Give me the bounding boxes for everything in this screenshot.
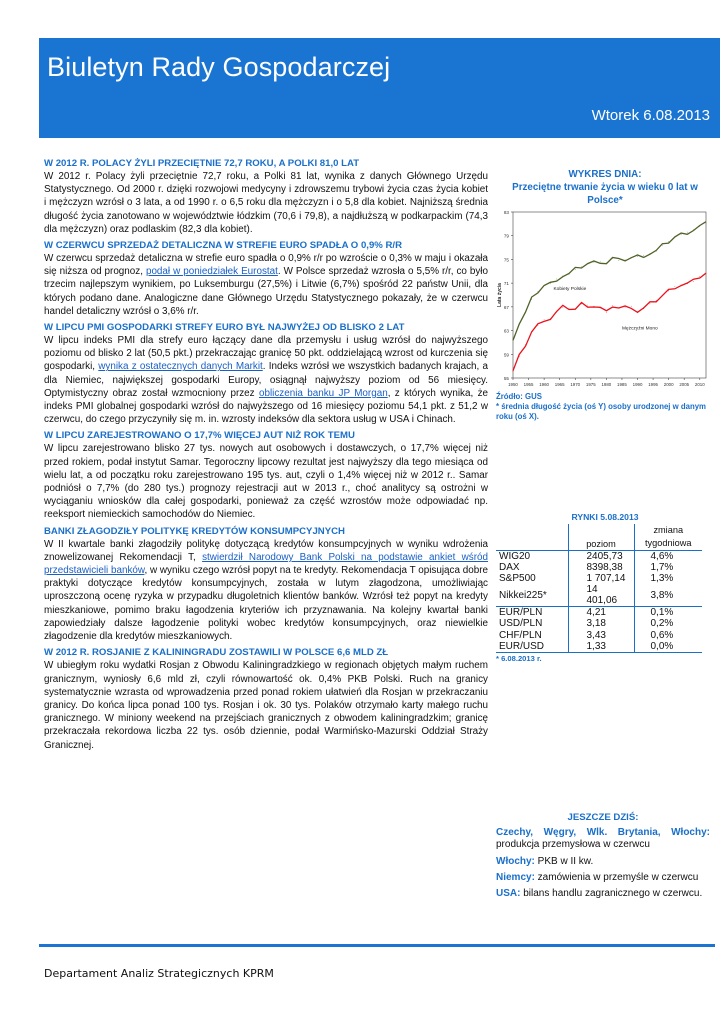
data-point [618, 260, 619, 261]
data-point [556, 312, 557, 313]
data-point [612, 258, 613, 259]
market-level: 2405,73 [568, 551, 634, 563]
chart-footnote: * średnia długość życia (oś Y) osoby urodzonej w danym roku (oś X). [496, 402, 706, 421]
market-name: USD/PLN [496, 618, 568, 629]
data-point [556, 279, 557, 280]
news-section [44, 158, 488, 236]
news-text: W lipcu zarejestrowano blisko 27 tys. nowych aut osobowych i dostawczych, o 17,7% więcej niż przed rokiem, podał instytut Samar. Tegoroczny lipcowy rezultat jest najwyższy dla tego miesiąca od wielu lat, a od początku roku zarejestrowano 195 tys. aut, czyli o 1,4% więcej niż w 2012 r.. Samar podniósł o 7,7% (do 280 tys.) prognozy rejestracji aut w 2013 r., choć analitycy są ostrożni w wyciąganiu wniosków dla całej gospodarki, ponieważ za część wzrostów może odpowiadać np. reeksport niemieckich samochodów do Niemiec. [44, 443, 488, 521]
data-point [562, 307, 563, 308]
x-tick-label: 1980 [601, 382, 612, 387]
news-text: W 2012 r. Polacy żyli przeciętnie 72,7 roku, a Polki 81 lat, wynika z danych Głównego Urzędu Statystycznego. Od 2000 r. dzięki rozwojowi medycyny i zdrowszemu trybowi życia czas życia kobiet i mężczyzn wzrósł o 3 lata, a od 1990 r. o 6,5 roku dla mężczyzn i o 5,8 dla kobiet. Najniższą średnia długość życia zanotowano w województwie łódzkim (70,6 i 79,8), a najdłuższą w podkarpackim (74,3 dla mężczyzn) oraz podlaskim (82,3 dla kobiet). [44, 171, 488, 235]
markets-header-row [496, 524, 702, 551]
col-change: zmiana tygodniowa [645, 525, 692, 548]
x-tick-label: 2010 [694, 382, 705, 387]
market-change: 1,7% [650, 562, 674, 574]
x-tick-label: 2000 [663, 382, 674, 387]
data-point [550, 283, 551, 284]
news-headline: W CZERWCU SPRZEDAŻ DETALICZNA W STREFIE EURO SPADŁA O 0,9% R/R [44, 240, 402, 252]
data-point [675, 286, 676, 287]
data-point [631, 257, 632, 258]
chart-heading-label: WYKRES DNIA: [568, 169, 642, 180]
x-tick-label: 1950 [508, 382, 518, 387]
chart-title: Przeciętne trwanie życia w wieku 0 lat w Polsce* [512, 182, 698, 206]
market-row [496, 641, 702, 653]
market-change: 1,3% [650, 573, 674, 585]
x-tick-label: 1965 [554, 382, 565, 387]
market-change: 0,1% [634, 607, 702, 619]
y-tick-label: 83 [503, 210, 509, 215]
life-expectancy-chart [496, 208, 710, 392]
news-text: . W Polsce sprzedaż wzrosła o 5,5% r/r, co było trzecim najlepszym wynikiem, po Luksemburgu (27,5%) i Litwie (6,7%) spośród 22 państw Unii, dla których podano dane. Analogiczne dane Głównego Urzędu Statystycznego pokazały, że w czerwcu handel detaliczny wzrósł o 3,6% r/r. [44, 266, 488, 317]
data-point [625, 307, 626, 308]
today-item [496, 827, 710, 852]
market-change: 3,8% [650, 589, 674, 601]
markets-title: RYNKI 5.08.2013 [571, 512, 639, 522]
data-point [550, 318, 551, 319]
data-point [699, 226, 700, 227]
market-name: WIG20 [496, 551, 568, 563]
data-point [538, 291, 539, 292]
news-text: , z których wynika, że indeks PMI globalnej gospodarki wzrósł do najwyższego od 16 miesięcy poziomu 54,1 pkt. z 51,2 w czerwcu, do czego przyczyniły się m. in. wzrosty indeksów dla sektora usług w USA i Chinach. [44, 387, 488, 426]
x-tick-label: 2005 [679, 382, 690, 387]
news-text: W ubiegłym roku wydatki Rosjan z Obwodu Kaliningradzkiego w regionach objętych małym ruchem granicznym, wyniosły 6,6 mld zł, czyli równowartość ok. 0,4% PKB Polski. Ruch na granicy systematycznie wzrasta od wprowadzenia przed ponad rokiem ułatwień dla Rosjan w przekraczaniu granicy. Do końca lipca ponad 100 tys. Rosjan i ok. 30 tys. Polaków otrzymało karty małego ruchu granicznego. W miniony weekend na przejściach granicznych z obwodem kaliningradzkim; granicę przekraczała rekordowa liczba 22 tys. osób dziennie, podał Warmińsko-Mazurski Oddział Straży Granicznej. [44, 660, 488, 751]
data-point [519, 356, 520, 357]
data-point [625, 259, 626, 260]
data-point [631, 306, 632, 307]
news-text: . Indeks wzrósł we wszystkich badanych krajach, a dla Niemiec, największej gospodarki Europy, osiągnął najwyższy poziom od 56 miesięcy. Optymistyczny obraz został wzmocniony przez [44, 361, 488, 399]
y-tick-label: 67 [503, 304, 509, 310]
market-level: 8398,38 [568, 562, 634, 573]
market-level: 1 707,14 [568, 573, 634, 584]
today-item-text: zamówienia w przemyśle w czerwcu [534, 871, 699, 883]
markets-panel [496, 512, 714, 663]
market-row [496, 630, 702, 641]
market-change: 0,0% [634, 641, 702, 653]
data-point [569, 308, 570, 309]
data-point [562, 276, 563, 277]
data-point [513, 338, 514, 339]
data-point [538, 325, 539, 326]
data-point [693, 229, 694, 230]
y-tick-label: 75 [503, 257, 509, 263]
data-point [587, 263, 588, 264]
market-level: 1,33 [568, 641, 634, 653]
data-point [606, 263, 607, 264]
y-tick-label: 71 [503, 281, 509, 287]
news-headline: W 2012 R. ROSJANIE Z KALININGRADU ZOSTAWILI W POLSCE 6,6 MLD ZŁ [44, 647, 389, 659]
market-row [496, 618, 702, 629]
news-source-link[interactable]: stwierdził Narodowy Bank Polski na podstawie ankiet wśród przedstawicieli banków [44, 551, 489, 577]
x-tick-label: 1975 [585, 382, 596, 387]
market-name: Nikkei225* [496, 584, 568, 607]
data-point [706, 273, 707, 274]
news-source-link[interactable]: podał w poniedziałek Eurostat [145, 266, 278, 278]
x-tick-label: 1960 [539, 382, 550, 387]
x-tick-label: 1985 [617, 382, 627, 387]
today-item-country: USA: [496, 888, 521, 900]
news-column [44, 158, 488, 756]
news-source-link[interactable]: obliczenia banku JP Morgan [258, 387, 388, 399]
data-point [594, 306, 595, 307]
today-item [496, 888, 710, 900]
data-point [687, 283, 688, 284]
data-point [662, 245, 663, 246]
news-section [44, 322, 488, 426]
data-point [662, 295, 663, 296]
today-item-text: produkcja przemysłowa w czerwcu [496, 839, 650, 851]
news-text: , w wyniku czego wzrósł popyt na te kredyty. Rekomendacja T opisująca dobre praktyki dotyczące kredytów konsumpcyjnych, została w lutym złagodzona, umożliwiając uproszczoną ocenę ryzyka w przypadku długoletnich klientów banków. Wzrósł też popyt na kredyty mieszkaniowe, pomimo braku łagodzenia kryteriów ich przyznawania. Na kolejny kwartał banki zapowiedziały dalsze łagodzenie polityki wobec kredytów konsumpcyjnych, oraz niewielkie złagodzenie dla kredytów mieszkaniowych. [44, 565, 488, 643]
news-headline: W LIPCU ZAREJESTROWANO O 17,7% WIĘCEJ AUT NIŻ ROK TEMU [44, 430, 355, 442]
data-point [575, 269, 576, 270]
data-point [525, 344, 526, 345]
data-point [600, 261, 601, 262]
data-point [650, 304, 651, 305]
data-point [575, 309, 576, 310]
data-point [637, 311, 638, 312]
data-point [668, 241, 669, 242]
data-point [612, 305, 613, 306]
men-series-label: Mężczyźni Mono [621, 326, 658, 332]
bulletin-title: Biuletyn Rady Gospodarczej [47, 52, 391, 82]
market-name: DAX [496, 562, 568, 573]
data-point [706, 224, 707, 225]
market-name: S&P500 [496, 573, 568, 584]
data-point [699, 276, 700, 277]
today-item-country: Czechy, Węgry, Wlk. Brytania, Włochy: [496, 827, 710, 838]
y-tick-label: 79 [503, 233, 509, 239]
data-point [643, 308, 644, 309]
news-text: W II kwartale banki złagodziły politykę dotyczącą kredytów konsumpcyjnych w wyniku wdrożenia znowelizowanej Rekomendacji T, [44, 538, 488, 563]
market-level: 3,43 [568, 630, 634, 641]
markets-table [496, 524, 702, 653]
today-item [496, 872, 710, 884]
market-level: 14 401,06 [568, 584, 634, 607]
news-source-link[interactable]: wynika z ostatecznych danych Markit [98, 361, 263, 373]
chart-source: Źródło: GUS [496, 392, 542, 401]
data-point [600, 308, 601, 309]
data-point [513, 371, 514, 372]
footer-divider [39, 944, 715, 947]
market-level: 4,21 [568, 607, 634, 619]
data-point [531, 331, 532, 332]
women-series-label: Kobiety Polskie [553, 286, 587, 292]
market-row [496, 584, 702, 607]
news-headline: BANKI ZŁAGODZIŁY POLITYKĘ KREDYTÓW KONSUMPCYJNYCH [44, 525, 345, 537]
news-body [44, 252, 488, 318]
today-title: JESZCZE DZIŚ: [567, 812, 639, 823]
news-headline: W LIPCU PMI GOSPODARKI STREFY EURO BYŁ NAJWYŻEJ OD BLISKO 2 LAT [44, 322, 405, 334]
news-section [44, 430, 488, 521]
today-item-text: bilans handlu zagranicznego w czerwcu. [520, 888, 703, 900]
market-row [496, 573, 702, 584]
market-name: EUR/PLN [496, 607, 568, 619]
today-item-country: Włochy: [496, 855, 535, 867]
x-tick-label: 1955 [523, 382, 534, 387]
footer-department: Departament Analiz Strategicznych KPRM [44, 967, 274, 980]
news-headline: W 2012 R. POLACY ŻYLI PRZECIĘTNIE 72,7 ROKU, A POLKI 81,0 LAT [44, 158, 360, 169]
market-row [496, 551, 702, 563]
data-point [681, 285, 682, 286]
data-point [687, 232, 688, 233]
data-point [594, 262, 595, 263]
data-point [581, 266, 582, 267]
chart-of-the-day [496, 160, 714, 460]
news-section [44, 526, 488, 644]
chart-heading [496, 168, 714, 207]
market-row [496, 607, 702, 619]
y-tick-label: 63 [503, 328, 509, 334]
bulletin-date: Wtorek 6.08.2013 [591, 107, 710, 124]
news-text: W czerwcu sprzedaż detaliczna w strefie euro spadła o 0,9% r/r po wzroście o 0,3% w maju i okazała się niższa od prognoz, [44, 253, 488, 278]
data-point [618, 308, 619, 309]
news-text: W lipcu indeks PMI dla strefy euro łączący dane dla przemysłu i usług wzrósł do najwyższego poziomu od blisko 2 lat (50,5 pkt.) przekraczając granicę 50 pkt. oddzielającą wzrost od kurczenia się gospodarki, [44, 335, 488, 373]
data-point [681, 234, 682, 235]
x-tick-label: 1970 [570, 382, 581, 387]
news-body [44, 442, 488, 521]
data-point [650, 253, 651, 254]
news-section [44, 647, 488, 751]
markets-footnote: * 6.08.2013 r. [496, 653, 542, 663]
data-point [544, 285, 545, 286]
news-body [44, 170, 488, 236]
today-item [496, 856, 710, 868]
x-tick-label: 1995 [648, 382, 658, 387]
data-point [581, 304, 582, 305]
y-tick-label: 55 [503, 376, 509, 381]
market-row [496, 562, 702, 573]
news-body [44, 334, 488, 426]
data-point [675, 237, 676, 238]
data-point [656, 300, 657, 301]
news-body [44, 659, 488, 751]
market-name: CHF/PLN [496, 630, 568, 641]
data-point [637, 256, 638, 257]
today-panel [496, 812, 710, 904]
col-level: poziom [568, 524, 634, 551]
data-point [525, 312, 526, 313]
header-banner [39, 38, 720, 138]
data-point [693, 281, 694, 282]
data-point [643, 255, 644, 256]
data-point [668, 291, 669, 292]
market-change: 4,6% [634, 551, 702, 563]
data-point [656, 251, 657, 252]
x-tick-label: 1990 [632, 382, 643, 387]
data-point [587, 305, 588, 306]
data-point [544, 319, 545, 320]
data-point [569, 274, 570, 275]
news-body [44, 538, 488, 644]
today-item-text: PKB w II kw. [534, 855, 594, 867]
today-item-country: Niemcy: [496, 871, 535, 883]
chart-plot-area [513, 212, 706, 378]
data-point [606, 312, 607, 313]
market-name: EUR/USD [496, 641, 568, 653]
y-axis-label: Lata życia [497, 283, 503, 307]
market-level: 3,18 [568, 618, 634, 629]
market-change: 0,6% [650, 629, 674, 641]
data-point [531, 299, 532, 300]
data-point [519, 323, 520, 324]
market-change: 0,2% [650, 618, 674, 630]
y-tick-label: 59 [503, 352, 509, 358]
news-section [44, 240, 488, 318]
